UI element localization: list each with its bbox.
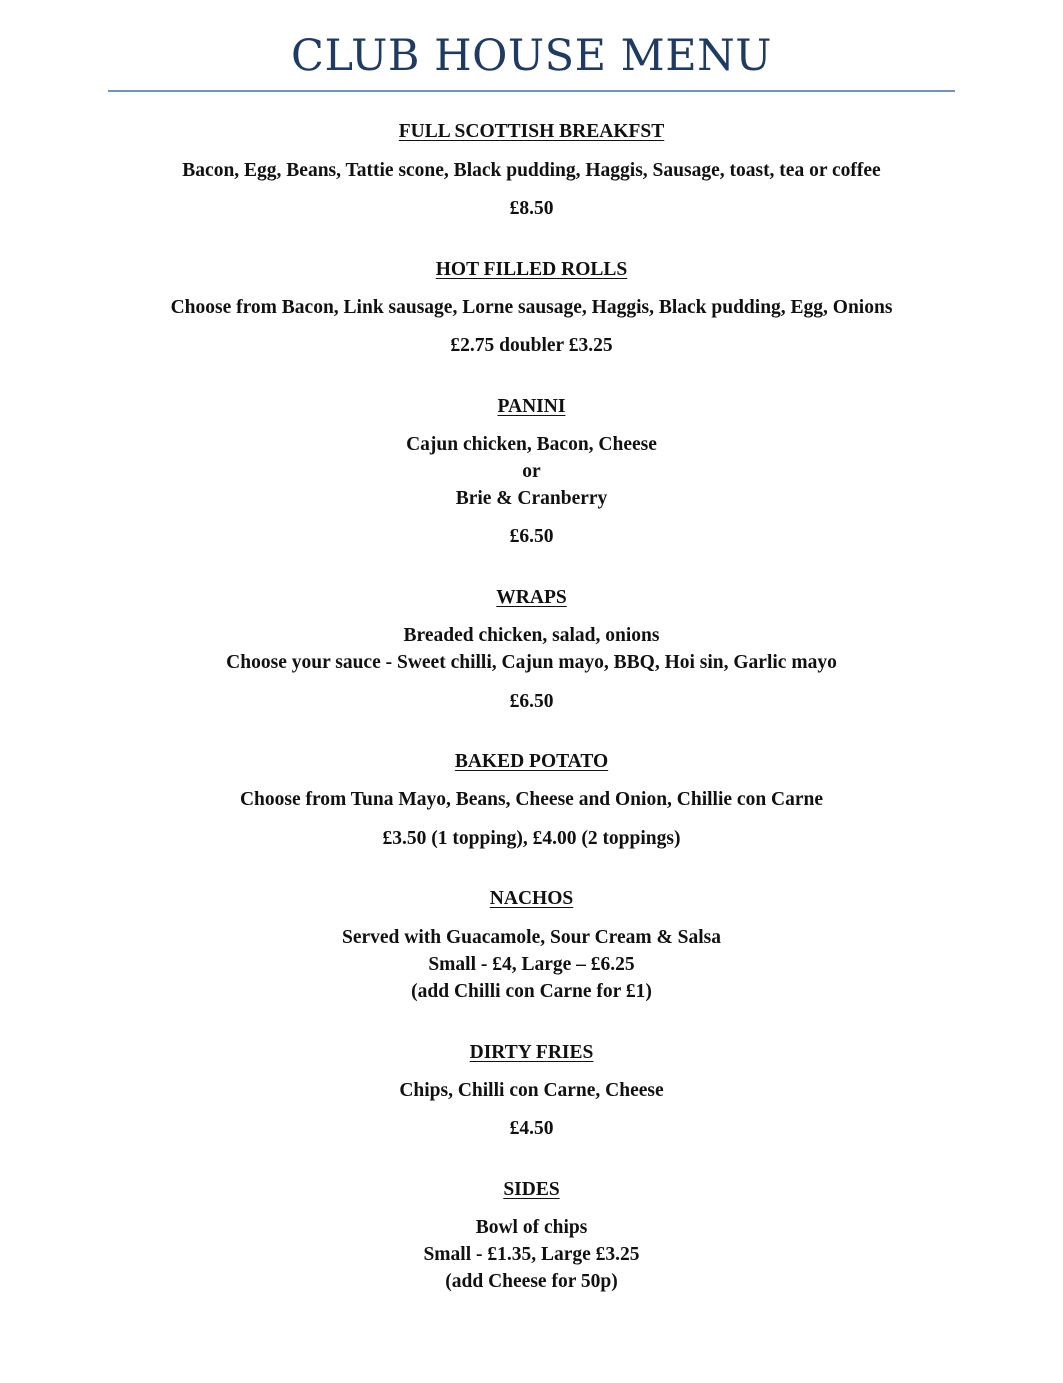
section-heading-hot-filled-rolls: HOT FILLED ROLLS — [435, 259, 628, 280]
section-description-panini-1: Cajun chicken, Bacon, Cheese — [406, 434, 657, 455]
section-description-hot-filled-rolls: Choose from Bacon, Link sausage, Lorne sausage, Haggis, Black pudding, Egg, Onions — [170, 297, 893, 318]
section-description-dirty-fries: Chips, Chilli con Carne, Cheese — [399, 1080, 664, 1101]
section-description-nachos-2: Small - £4, Large – £6.25 — [428, 954, 635, 975]
section-heading-breakfast: FULL SCOTTISH BREAKFST — [398, 121, 665, 142]
section-price-dirty-fries: £4.50 — [509, 1118, 554, 1139]
section-description-panini-3: Brie & Cranberry — [455, 488, 608, 509]
title-divider — [108, 90, 955, 92]
section-description-baked-potato: Choose from Tuna Mayo, Beans, Cheese and Onion, Chillie con Carne — [239, 789, 824, 810]
section-description-panini-2: or — [522, 461, 541, 482]
section-price-hot-filled-rolls: £2.75 doubler £3.25 — [450, 335, 613, 356]
section-price-wraps: £6.50 — [509, 691, 554, 712]
section-description-nachos-3: (add Chilli con Carne for £1) — [411, 981, 652, 1002]
section-description-sides-1: Bowl of chips — [475, 1217, 588, 1238]
section-description-wraps-2: Choose your sauce - Sweet chilli, Cajun mayo, BBQ, Hoi sin, Garlic mayo — [226, 652, 837, 673]
section-description-wraps-1: Breaded chicken, salad, onions — [403, 625, 660, 646]
section-description-breakfast: Bacon, Egg, Beans, Tattie scone, Black pudding, Haggis, Sausage, toast, tea or coffee — [182, 160, 881, 181]
section-description-sides-2: Small - £1.35, Large £3.25 — [423, 1244, 640, 1265]
section-price-panini: £6.50 — [509, 526, 554, 547]
section-price-breakfast: £8.50 — [509, 198, 554, 219]
section-price-baked-potato: £3.50 (1 topping), £4.00 (2 toppings) — [382, 828, 681, 849]
section-heading-sides: SIDES — [503, 1179, 560, 1200]
section-heading-dirty-fries: DIRTY FRIES — [469, 1042, 594, 1063]
section-heading-nachos: NACHOS — [489, 888, 574, 909]
section-heading-panini: PANINI — [497, 396, 566, 417]
page-title: CLUB HOUSE MENU — [291, 31, 772, 81]
section-heading-baked-potato: BAKED POTATO — [454, 751, 609, 772]
section-description-sides-3: (add Cheese for 50p) — [445, 1271, 618, 1292]
section-heading-wraps: WRAPS — [496, 587, 567, 608]
section-description-nachos-1: Served with Guacamole, Sour Cream & Salsa — [342, 927, 721, 948]
